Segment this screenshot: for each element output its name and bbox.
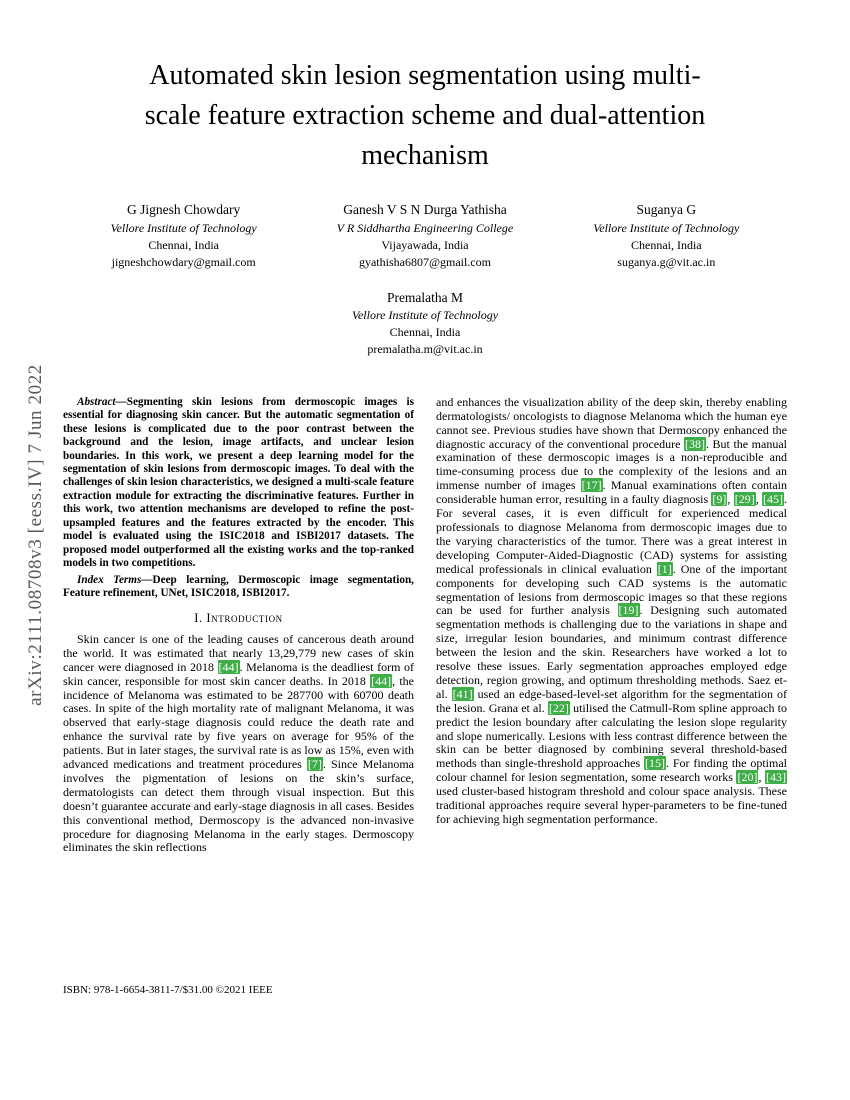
author-email: gyathisha6807@gmail.com: [358, 254, 491, 269]
citation-link[interactable]: [38]: [684, 436, 705, 451]
citation-link[interactable]: [19]: [618, 603, 639, 618]
body-text-run: ,: [755, 492, 763, 507]
author-block-3: [546, 201, 787, 270]
body-text-run: , the incidence of Melanoma was estimated to be 287700 with 60700 death cases. In spite of the high mortality rate of malignant Melanoma, it was observed that early-stage diagnosis could reduce the death rate and enhance the survival rate by five years on average for 95% of the patients. But in later stages, the survival rate is as low as 15%, even with advanced medications and treatment procedures: [63, 673, 414, 772]
left-column: [63, 396, 414, 856]
body-text-run: utilised the Catmull-Rom spline approach to predict the lesion boundary after calculating the lesion slope regularity and slope numerically. Lesions with less contrast difference between the skin can be better diagnosed by combining several threshold-based methods than single-threshold approaches: [436, 700, 787, 771]
citation-link[interactable]: [45]: [763, 492, 784, 507]
introduction-left-text: [63, 633, 414, 856]
index-terms-label: Index Terms: [77, 573, 142, 586]
author-email: premalatha.m@vit.ac.in: [367, 342, 483, 357]
citation-link[interactable]: [20]: [737, 770, 758, 785]
citation-link[interactable]: [41]: [452, 686, 473, 701]
isbn-copyright-notice: ISBN: 978-1-6654-3811-7/$31.00 ©2021 IEEE: [63, 984, 273, 996]
index-terms-paragraph: [63, 574, 414, 601]
citation-link[interactable]: [1]: [657, 561, 672, 576]
arxiv-watermark: arXiv:2111.08708v3 [eess.IV] 7 Jun 2022: [25, 364, 46, 706]
index-terms-text: —Deep learning, Dermoscopic image segmentation, Feature refinement, UNet, ISIC2018, ISBI2017.: [63, 573, 414, 599]
author-affiliation: Vellore Institute of Technology: [351, 308, 499, 323]
author-block-4: [63, 289, 787, 358]
body-text-run: . Designing such automated segmentation methods is challenging due to the variations in shape and size, irregular lesion boundaries, and minimum contrast difference between the lesion and the skin. Researchers have worked a lot to resolve these issues. Early segmentation approaches employed edge detection, region growing, and optimum thresholding methods. Saez et-al.: [436, 603, 787, 701]
author-affiliation: V R Siddhartha Engineering College: [336, 221, 514, 236]
body-text-run: used cluster-based histogram threshold and colour space analysis. These traditional approaches require several hyper-parameters to be fine-tuned for achieving high segmentation performance.: [436, 784, 787, 826]
citation-link[interactable]: [22]: [548, 700, 569, 715]
body-text-run: and enhances the visualization ability of the deep skin, thereby enabling dermatologists/ oncologists to diagnose Melanoma which the human eye cannot see. Previous studies have shown that Dermoscopy enhanced the diagnostic accuracy of the conventional procedure: [436, 394, 787, 451]
section-heading-introduction: I. Introduction: [194, 611, 283, 626]
introduction-right-text: [436, 396, 787, 827]
author-name: Ganesh V S N Durga Yathisha: [343, 202, 507, 218]
citation-link[interactable]: [43]: [766, 770, 786, 785]
author-email: jigneshchowdary@gmail.com: [111, 254, 256, 269]
citation-link[interactable]: [17]: [581, 478, 602, 493]
author-city: Vijayawada, India: [381, 237, 469, 252]
body-text-run: . For finding the optimal colour channel for lesion segmentation, some research works: [436, 756, 787, 785]
author-name: Premalatha M: [386, 289, 464, 305]
body-text-run: . Manual examinations often contain considerable human error, resulting in a faulty diagnosis: [436, 478, 787, 507]
author-name: Suganya G: [636, 202, 697, 218]
citation-link[interactable]: [44]: [371, 673, 392, 688]
author-city: Chennai, India: [630, 237, 702, 252]
body-text-run: . For several cases, it is even difficult for experienced medical professionals to diagnose Melanoma from dermoscopic images due to the varying characteristics of the tumor. There was a great interest in developing Computer-Aided-Diagnostic (CAD) systems for assisting medical professionals in clinical evaluation: [436, 492, 788, 576]
author-block-1: [63, 201, 304, 270]
two-column-body: [63, 396, 787, 856]
abstract-paragraph: [63, 396, 414, 571]
body-text-run: ,: [758, 770, 765, 785]
author-city: Chennai, India: [148, 237, 219, 252]
citation-link[interactable]: [9]: [712, 492, 727, 507]
author-email: suganya.g@vit.ac.in: [617, 254, 716, 269]
paper-title: Automated skin lesion segmentation using multi-scale feature extraction scheme and dual-attention mechanism: [144, 60, 706, 171]
citation-link[interactable]: [7]: [307, 757, 322, 772]
body-text-run: . Since Melanoma involves the pigmentation of lesions on the skin’s surface, dermatologists can detect them through visual inspection. But this doesn’t guarantee accurate and early-stage diagnosis in all cases. Besides this conventional method, Dermoscopy is the advanced non-invasive procedure for diagnosing Melanoma in the early stages. Dermoscopy eliminates the skin reflections: [63, 757, 414, 855]
body-text-run: Skin cancer is one of the leading causes of cancerous death around the world. It was estimated that nearly 13,29,779 new cases of skin cancer were diagnosed in 2018: [63, 631, 414, 674]
author-city: Chennai, India: [389, 325, 461, 340]
body-text-run: . Melanoma is the deadliest form of skin cancer, responsible for most skin cancer deaths. In 2018: [63, 659, 415, 688]
author-affiliation: Vellore Institute of Technology: [110, 221, 257, 236]
citation-link[interactable]: [44]: [218, 659, 239, 674]
abstract-label: Abstract: [77, 395, 116, 408]
author-affiliation: Vellore Institute of Technology: [593, 221, 740, 236]
body-text-run: . But the manual examination of these dermoscopic images is a non-reproducible and time-consuming process due to the complexity of the lesions and an immense number of images: [436, 436, 787, 493]
author-name: G Jignesh Chowdary: [127, 202, 241, 218]
citation-link[interactable]: [29]: [734, 492, 755, 507]
citation-link[interactable]: [15]: [644, 756, 665, 771]
right-column: [436, 396, 787, 856]
author-row: [63, 201, 787, 270]
body-text-run: used an edge-based-level-set algorithm for the segmentation of the lesion. Grana et al.: [436, 686, 787, 715]
author-block-2: [304, 201, 545, 270]
body-text-run: ,: [727, 492, 734, 507]
body-text-run: . One of the important components for developing such CAD systems is the automatic segmentation of lesions from dermoscopic images so that these regions can be used for further analysis: [436, 561, 787, 618]
abstract-text: —Segmenting skin lesions from dermoscopic images is essential for diagnosing skin cancer. But the automatic segmentation of these lesions is complicated due to the poor contrast between the background and the lesion, image artifacts, and unclear lesion boundaries. In this work, we present a deep learning model for the segmentation of skin lesions from dermoscopic images. To deal with the challenges of skin lesion characteristics, we designed a multi-scale feature extraction module for extracting the discriminative features. Further in this work, two attention mechanisms are developed to refine the post-upsampled features and the features extracted by the encoder. This model is evaluated using the ISIC2018 and ISBI2017 datasets. The proposed model outperformed all the existing works and the top-ranked models in two competitions.: [63, 395, 414, 570]
